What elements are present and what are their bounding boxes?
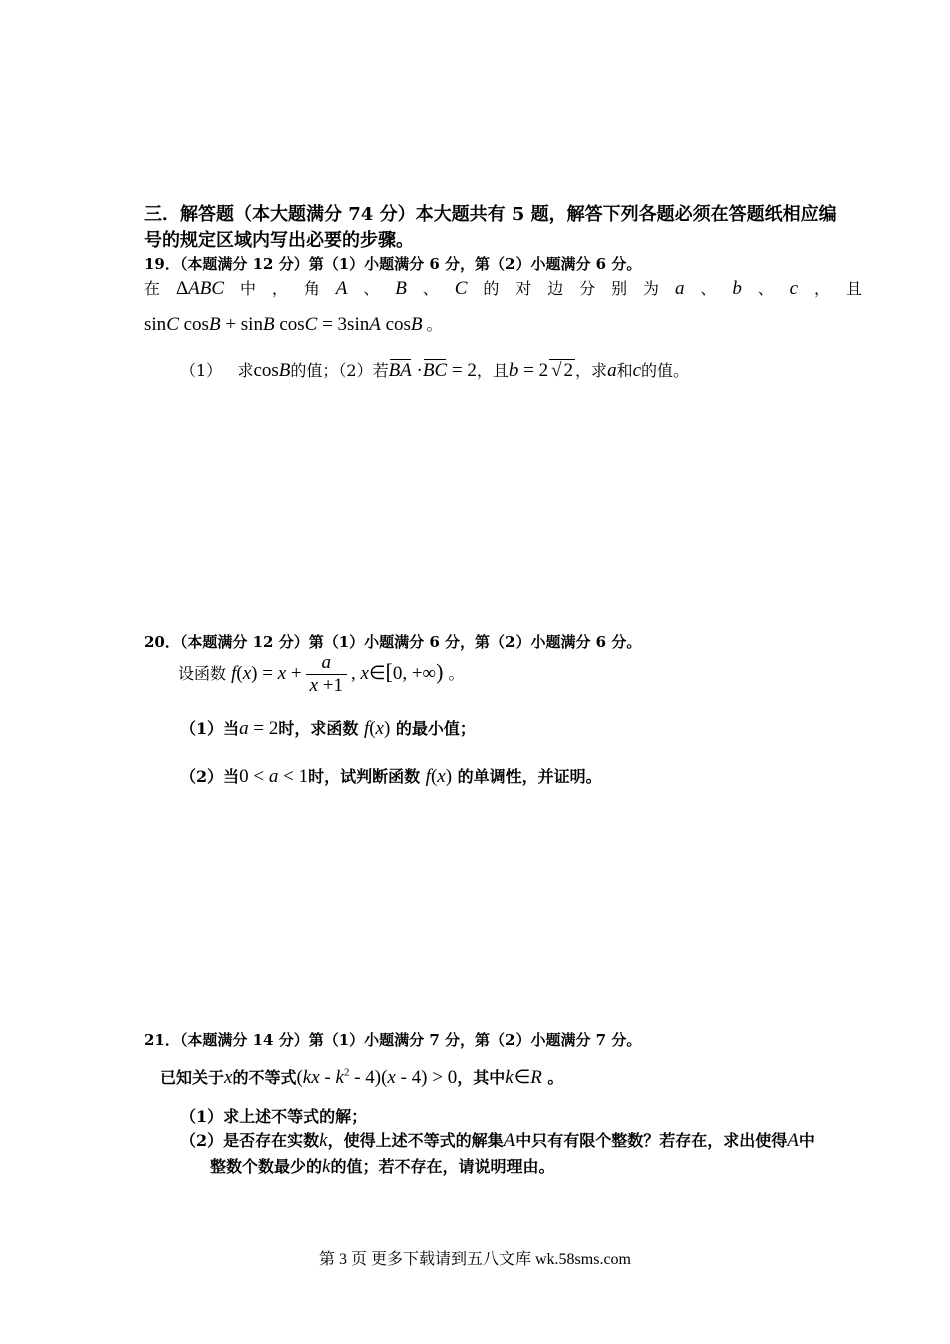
q21-intro: 已知关于x的不等式$(kx - k^2 - 4)(x - 4) > 0$，其中k∈R 。: [160, 1066, 564, 1088]
q19-parts: （1） 求cosB的值；（2）若BA ·BC = 2，且b = 2 √ 2 ，求a和c的值。: [180, 360, 690, 381]
q20-function: 设函数 f(x) = x + $\frac{a}{x +1}$ , x∈[0, +∞) 。: [178, 652, 465, 696]
q21-part1: （1）求上述不等式的解；: [180, 1107, 368, 1126]
q19-equation: sinC cosB + sinB cosC = 3sinA cosB 。: [144, 314, 443, 335]
section-heading-line1: 三．解答题（本大题满分 74 分）本大题共有 5 题，解答下列各题必须在答题纸相应编: [144, 204, 837, 225]
q21-part2-line2: 整数个数最少的k的值；若不存在，请说明理由。: [210, 1156, 555, 1177]
page-footer: 第 3 页 更多下载请到五八文库 wk.58sms.com: [318, 1251, 631, 1268]
q20-header: 20．（本题满分 12 分）第（1）小题满分 6 分，第（2）小题满分 6 分。: [144, 633, 642, 651]
q21-header: 21．（本题满分 14 分）第（1）小题满分 7 分，第（2）小题满分 7 分。: [144, 1031, 642, 1049]
q21-part2-line1: （2）是否存在实数k，使得上述不等式的解集A中只有有限个整数？若存在，求出使得A中: [180, 1130, 815, 1151]
q20-part2: （2）当0 < a < 1时，试判断函数 f(x) 的单调性，并证明。: [180, 766, 602, 787]
q19-header: 19．（本题满分 12 分）第（1）小题满分 6 分，第（2）小题满分 6 分。: [144, 255, 642, 273]
q20-part1: （1）当a = 2时，求函数 f(x) 的最小值；: [180, 718, 476, 739]
section-heading-line2: 号的规定区域内写出必要的步骤。: [144, 230, 414, 251]
q19-intro: 在 ΔABC 中 ， 角 A 、 B 、 C 的 对 边 分 别 为 a 、 b 、 c ， 且: [144, 278, 862, 299]
